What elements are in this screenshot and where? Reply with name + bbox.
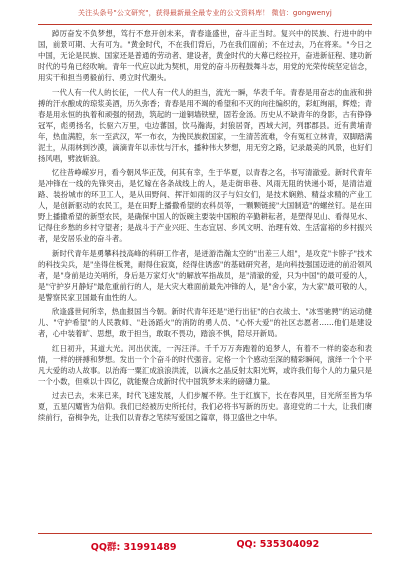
paragraph-3: 忆往昔峥嵘岁月，看今朝风华正茂，何其有幸，生于华夏，以青春之名，书写清澈爱。新时代青年是冲锋在一线的先锋突击，是忆嫁在各条战线上的人，是走街串巷、风雨无阻的快递小哥，是清洁道路、装扮城市的环卫工人，是从田野间、挥汗如雨的汉子与妇女们，是技术娴熟、精益求精的产业工人，是创新驱动的农民工，是在田野上播撒希望的农科员等，一颗颗链接"大国制造"的螺丝钉。是在田野上播撒希望的新型农民，是确保中国人的饭碗主要装中国粮的辛勤耕耘者，是塑得见山、看得见水、记得住乡愁的乡村守望者；是战斗于产业兴旺、生态宜居、乡风文明、治理有效、生活富裕的乡村振兴者，是安居乐业的奋斗者。 — [38, 168, 372, 243]
paragraph-1: 踔厉奋发不负梦想，笃行不怠开创未来，青春逢盛世，奋斗正当时。复兴中的民族、行进中的中国，前景可期、大有可为。"黄金时代，不在我们背后，乃在我们面前；不在过去，乃在将来。"今日之中国，无论是民族、国家还是普通的劳动者、建设者，黄金时代的大幕已经拉开，奋进新征程、建功新时代的号角已经吹响。青年一代应以此为契机，用党的奋斗历程鼓舞斗志，用党的光荣传统坚定信念，用实干和担当勇毅前行、勇立时代潮头。 — [38, 29, 372, 82]
header-banner: 关注头条号"公文研究"，获得最新最全最专业的公文资料库！ 微信：gongwenyj — [78, 9, 332, 17]
footer-divider — [38, 533, 372, 534]
paragraph-2: 一代人有一代人的长征，一代人有一代人的担当，流光一瞬，华表千年。青春是用奋志的血液和拼搏的汗水酿成的琼浆美酒，历久弥香；青春是用不竭的希望和不灭的向往编织的，彩虹绚丽，辉煌；青春是用永恒的执着和顽强的韧劲，筑起的一道铜墙铁壁，固若金汤。历史从不缺青年的身影，古有铮铮冠军，彪勇扬名，长驱六万里，屯边蕃国，饮马瀚海，封狼居胥，西域大河，列郡郡县。近有黄埔青年，热血满腔，东一至武汉，军一布衣，为挽民族救国家，一生清苦流难，令有冤杠立林青，双脚踏满泥土，从雨林到沙漠，滴滴青年以赤忱与汗水，播种伟大梦想，用无穷之路，记录最美的风景，也好们扬风唱，劈波斩浪。 — [38, 87, 372, 163]
qq-number: QQ: 535304092 — [236, 539, 320, 550]
paragraph-4: 新时代青年是勇攀科技高峰的科研工作者，是迸游浩瀚太空的"出差三人组"，是攻克"卡脖子"技术的科技尖兵，是"坐得住板凳，耐得住寂寞，经得住诱惑"的基础研究者，是向科技强国迈进的前沿领风者，是"身前是边关哨所，身后是万家灯火"的解放军指战员，是"清澈的爱，只为中国"的最可爱的人，是"守护岁月静好"最危重前行的人，是大灾大难面前最先冲锋的人，是"舍小家，为大家"最可敬的人，是警察民家卫国最有血性的人。 — [38, 248, 372, 302]
footer-contact — [38, 539, 372, 553]
paragraph-5: 欣逢盛世何所幸，热血报国当今朝。新时代青年还是"逆行出征"的白衣战士、"冰雪驰骋"的运动健儿、"守护希望"的人民教师、"赴汤蹈火"的消防的勇人员、"心怀大爱"的社区志愿者……他们是建设者，心中装着旷、思想，敢于担当，敢取不畏功，踏浪不惧，陪尽开新局。 — [38, 307, 372, 338]
header-divider — [38, 24, 372, 25]
paragraph-6: 红日初升，其道大光。河出伏流，一泻汪洋。千千万万奔跑着的追梦人，有着不一样的姿态和表情，一样的拼搏和梦想。发出一个个奋斗的时代强音。定格一个个感动至深的精彩瞬间，演绎一个个平凡大爱的动人故事。以治海一粟汇成浪浪洪流，以滴水之晶反射太阳光辉，或许我们每个人的力量只是一个小数，但乘以十四亿，就能聚合成新时代中国筑梦未来的磅礴力量。 — [38, 343, 372, 386]
paragraph-7: 过去已去，未来已来，时代飞速发展，人们步履不停。生于红旗下，长在春风里，目光所至皆为华夏，五星闪耀皆为信仰。我们已经被历史所托付，我们必将书写新的历史。喜迎党的二十大，让我们赓续前行，奋楫争先，让我们以青春之笔续写爱国之篇章，得卫盛世之中华。 — [38, 391, 372, 422]
qq-group-number: QQ群: 31991489 — [90, 542, 177, 553]
article-body — [38, 28, 372, 427]
